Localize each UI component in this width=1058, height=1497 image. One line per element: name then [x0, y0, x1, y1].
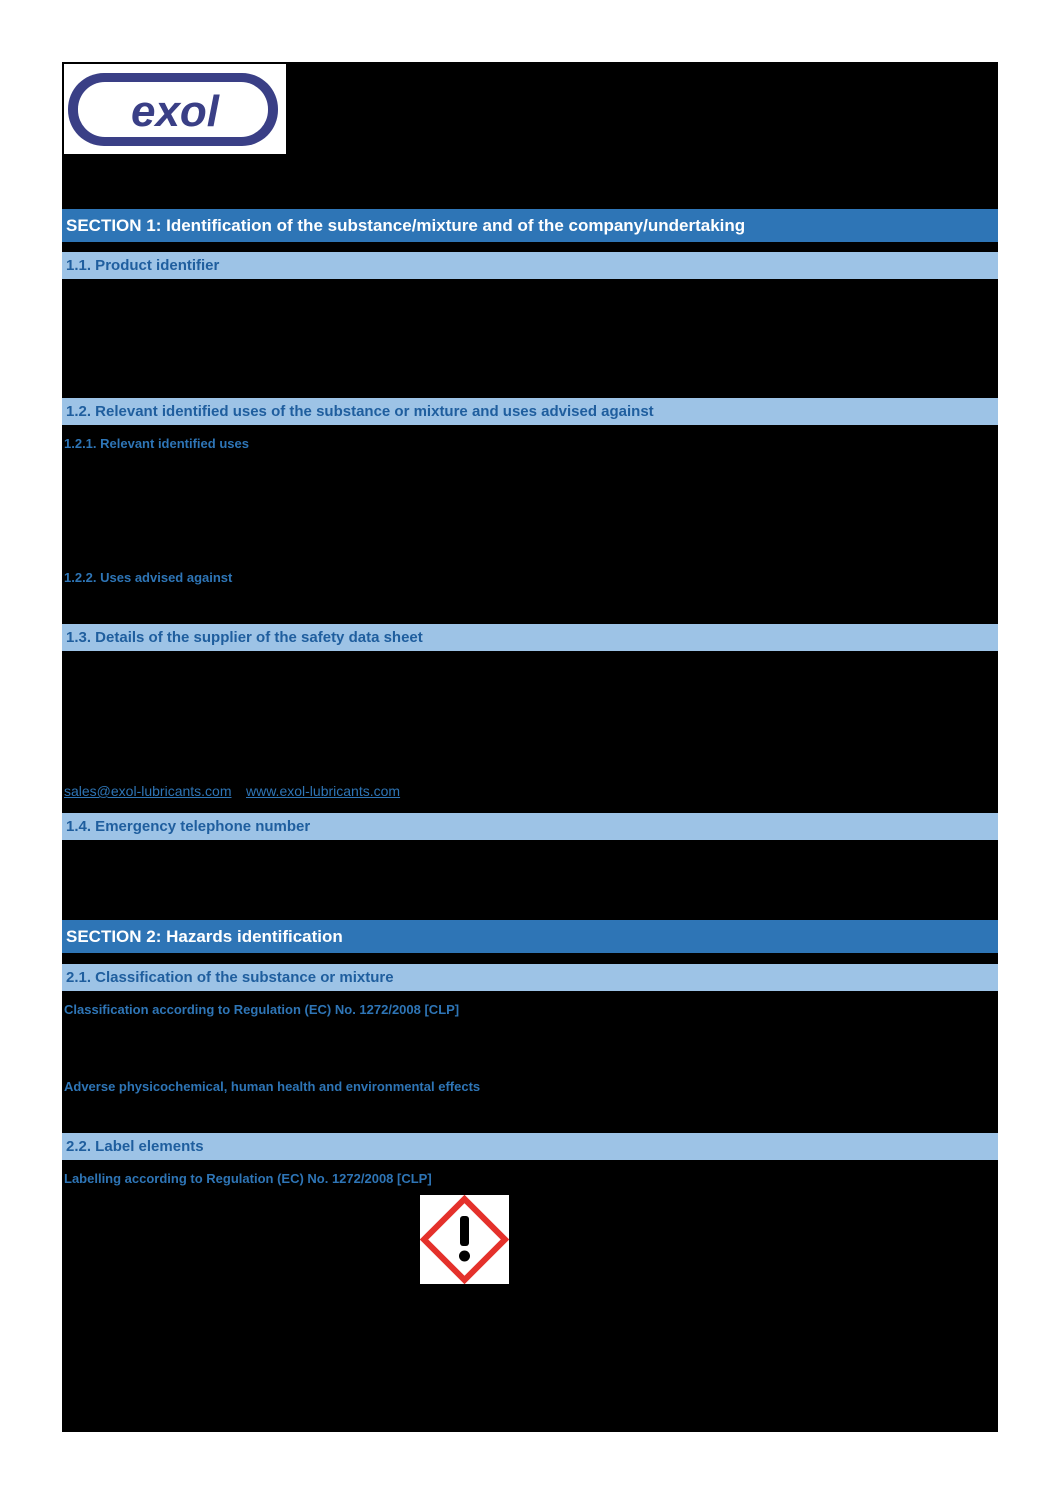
company-logo	[64, 64, 286, 154]
subsection-1-1-header: 1.1. Product identifier	[62, 252, 998, 279]
exclamation-mark-icon	[420, 1195, 509, 1284]
section-1-header: SECTION 1: Identification of the substance/mixture and of the company/undertaking	[62, 209, 998, 242]
ghs-pictogram	[420, 1195, 509, 1284]
subsection-1-3-header: 1.3. Details of the supplier of the safety data sheet	[62, 624, 998, 651]
section-2-header: SECTION 2: Hazards identification	[62, 920, 998, 953]
subsection-1-4-header: 1.4. Emergency telephone number	[62, 813, 998, 840]
supplier-email-link[interactable]: sales@exol-lubricants.com	[64, 783, 232, 799]
subsection-1-2-header: 1.2. Relevant identified uses of the substance or mixture and uses advised against	[62, 398, 998, 425]
supplier-website-link[interactable]: www.exol-lubricants.com	[246, 783, 401, 799]
logo-text: exol	[130, 87, 220, 136]
subsection-2-2-header: 2.2. Label elements	[62, 1133, 998, 1160]
uses-advised-against-label: 1.2.2. Uses advised against	[64, 570, 233, 585]
exol-logo-icon	[64, 64, 286, 154]
subsection-2-1-header: 2.1. Classification of the substance or mixture	[62, 964, 998, 991]
adverse-effects-label: Adverse physicochemical, human health and environmental effects	[64, 1079, 481, 1094]
classification-label: Classification according to Regulation (EC) No. 1272/2008 [CLP]	[64, 1002, 460, 1017]
relevant-uses-label: 1.2.1. Relevant identified uses	[64, 436, 249, 451]
labelling-label: Labelling according to Regulation (EC) No. 1272/2008 [CLP]	[64, 1171, 432, 1186]
